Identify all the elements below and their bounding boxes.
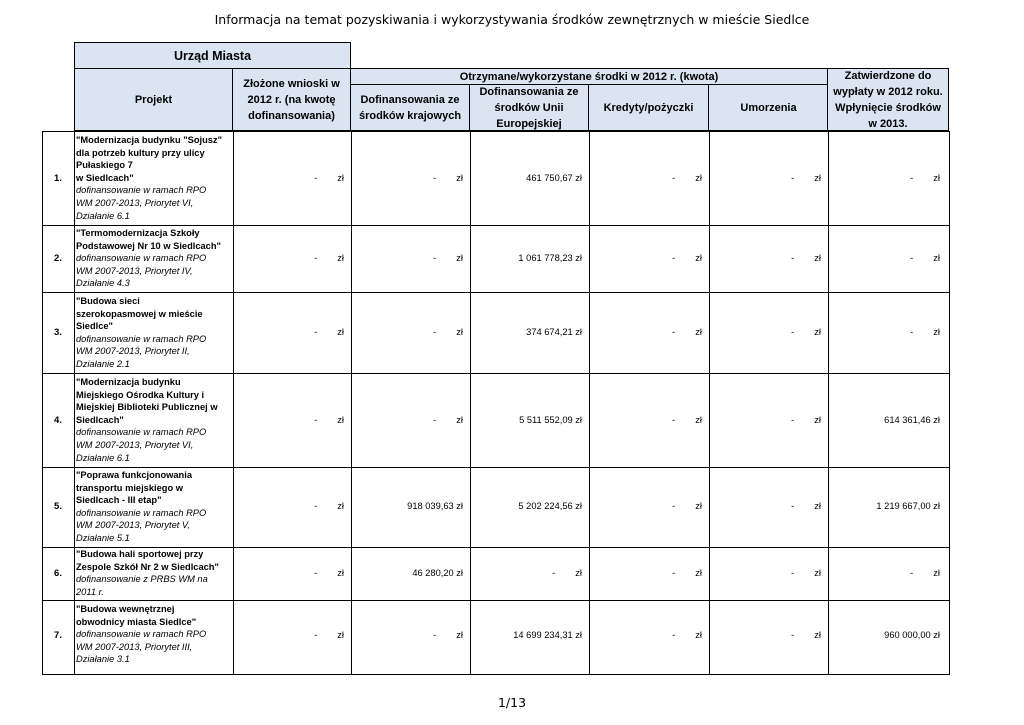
cell-krajowe: - zł [433, 327, 463, 337]
cell-kredyty: - zł [672, 173, 702, 183]
cell-zatwierdzone: - zł [910, 327, 940, 337]
cell-zatwierdzone: - zł [910, 253, 940, 263]
cell-zlozone: - zł [314, 253, 344, 263]
cell-kredyty: - zł [672, 630, 702, 640]
cell-unijne: 374 674,21 zł [526, 327, 582, 337]
project-description [76, 227, 236, 290]
row-number: 2. [54, 253, 62, 264]
header-umorzenia: Umorzenia [708, 84, 829, 131]
header-krajowe: Dofinansowania ze środków krajowych [350, 84, 470, 131]
cell-kredyty: - zł [672, 253, 702, 263]
page-number: 1/13 [497, 695, 527, 710]
header-zlozone: Złożone wnioski w 2012 r. (na kwotę dofinansowania) [232, 68, 351, 131]
cell-krajowe: - zł [433, 630, 463, 640]
cell-zlozone: - zł [314, 630, 344, 640]
project-funding-note: dofinansowanie w ramach RPO WM 2007-2013, Priorytet IV, Działanie 4.3 [76, 253, 207, 289]
project-funding-note: dofinansowanie z PRBS WM na 2011 r. [76, 574, 208, 597]
cell-unijne: 5 202 224,56 zł [518, 501, 582, 511]
column-divider [351, 131, 352, 675]
cell-krajowe: - zł [433, 253, 463, 263]
project-title: "Budowa hali sportowej przy Zespole Szkół Nr 2 w Siedlcach" [76, 549, 219, 572]
project-description [76, 295, 236, 371]
document-title: Informacja na temat pozyskiwania i wykorzystywania środków zewnętrznych w mieście Siedlce [214, 12, 810, 27]
project-title: "Modernizacja budynku Miejskiego Ośrodka Kultury i Miejskiej Biblioteki Publicznej w Siedlcach" [76, 377, 218, 425]
cell-zlozone: - zł [314, 415, 344, 425]
cell-krajowe: - zł [433, 415, 463, 425]
cell-zatwierdzone: 614 361,46 zł [884, 415, 940, 425]
cell-umorzenia: - zł [791, 173, 821, 183]
project-funding-note: dofinansowanie w ramach RPO WM 2007-2013, Priorytet VI, Działanie 6.1 [76, 427, 207, 463]
cell-kredyty: - zł [672, 501, 702, 511]
cell-zatwierdzone: 1 219 667,00 zł [876, 501, 940, 511]
column-divider [470, 131, 471, 675]
row-number: 6. [54, 568, 62, 579]
row-number: 7. [54, 630, 62, 641]
cell-umorzenia: - zł [791, 501, 821, 511]
project-description [76, 603, 236, 666]
project-title: "Modernizacja budynku "Sojusz" dla potrzeb kultury przy ulicy Pułaskiego 7 w Siedlcach" [76, 135, 222, 183]
cell-zlozone: - zł [314, 173, 344, 183]
project-description [76, 469, 236, 545]
cell-unijne: 1 061 778,23 zł [518, 253, 582, 263]
cell-zlozone: - zł [314, 501, 344, 511]
row-divider [42, 225, 950, 226]
cell-zatwierdzone: 960 000,00 zł [884, 630, 940, 640]
project-funding-note: dofinansowanie w ramach RPO WM 2007-2013, Priorytet VI, Działanie 6.1 [76, 185, 207, 221]
column-divider [74, 131, 75, 675]
header-org: Urząd Miasta [74, 42, 351, 69]
cell-umorzenia: - zł [791, 630, 821, 640]
cell-umorzenia: - zł [791, 415, 821, 425]
cell-kredyty: - zł [672, 327, 702, 337]
row-divider [42, 467, 950, 468]
project-title: "Poprawa funkcjonowania transportu miejskiego w Siedlcach - III etap" [76, 470, 192, 506]
project-funding-note: dofinansowanie w ramach RPO WM 2007-2013, Priorytet III, Działanie 3.1 [76, 629, 207, 665]
row-divider [42, 373, 950, 374]
cell-krajowe: 46 280,20 zł [412, 568, 463, 578]
column-divider [589, 131, 590, 675]
row-number: 1. [54, 173, 62, 184]
row-number: 3. [54, 327, 62, 338]
project-funding-note: dofinansowanie w ramach RPO WM 2007-2013, Priorytet V, Działanie 5.1 [76, 507, 207, 543]
row-number: 5. [54, 501, 62, 512]
project-description [76, 376, 236, 464]
project-title: "Budowa wewnętrznej obwodnicy miasta Siedlce" [76, 604, 197, 627]
column-divider [828, 131, 829, 675]
project-title: "Termomodernizacja Szkoły Podstawowej Nr 10 w Siedlcach" [76, 228, 221, 251]
cell-kredyty: - zł [672, 568, 702, 578]
header-zatwierdzone: Zatwierdzone do wypłaty w 2012 roku. Wpłynięcie środków w 2013. [827, 68, 949, 131]
cell-zlozone: - zł [314, 327, 344, 337]
cell-umorzenia: - zł [791, 253, 821, 263]
project-description [76, 548, 236, 598]
cell-krajowe: 918 039,63 zł [407, 501, 463, 511]
project-description [76, 134, 236, 222]
header-otrzymane: Otrzymane/wykorzystane środki w 2012 r. (kwota) [350, 68, 828, 85]
header-unijne: Dofinansowania ze środków Unii Europejskiej [469, 84, 589, 131]
cell-umorzenia: - zł [791, 327, 821, 337]
cell-krajowe: - zł [433, 173, 463, 183]
cell-unijne: 5 511 552,09 zł [519, 415, 582, 425]
cell-zatwierdzone: - zł [910, 568, 940, 578]
row-number: 4. [54, 415, 62, 426]
cell-unijne: 461 750,67 zł [526, 173, 582, 183]
cell-unijne: - zł [552, 568, 582, 578]
row-divider [42, 600, 950, 601]
cell-kredyty: - zł [672, 415, 702, 425]
cell-zatwierdzone: - zł [910, 173, 940, 183]
row-divider [42, 292, 950, 293]
header-projekt: Projekt [74, 68, 233, 131]
header-kredyty: Kredyty/pożyczki [588, 84, 709, 131]
cell-unijne: 14 699 234,31 zł [513, 630, 582, 640]
project-title: "Budowa sieci szerokopasmowej w mieście Siedlce" [76, 296, 203, 332]
cell-umorzenia: - zł [791, 568, 821, 578]
cell-zlozone: - zł [314, 568, 344, 578]
column-divider [709, 131, 710, 675]
project-funding-note: dofinansowanie w ramach RPO WM 2007-2013, Priorytet II, Działanie 2.1 [76, 333, 207, 369]
